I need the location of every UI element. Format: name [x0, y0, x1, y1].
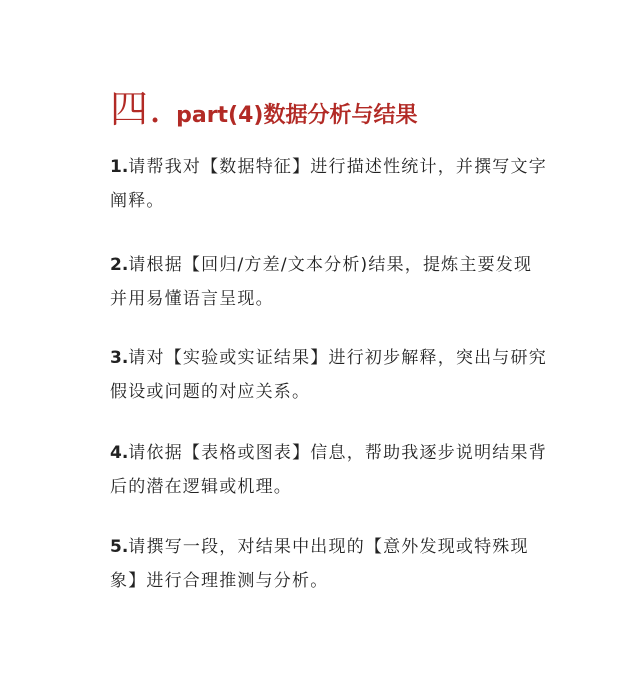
prompt-item-number: 4. — [110, 443, 129, 463]
prompt-item-text: 请撰写一段，对结果中出现的【意外发现或特殊现象】进行合理推测与分析。 — [110, 537, 529, 591]
prompt-item-text: 请依据【表格或图表】信息，帮助我逐步说明结果背后的潜在逻辑或机理。 — [110, 443, 547, 497]
prompt-item-text: 请对【实验或实证结果】进行初步解释，突出与研究假设或问题的对应关系。 — [110, 348, 547, 402]
prompt-item-2 — [110, 248, 550, 316]
prompt-item-number: 5. — [110, 537, 129, 557]
prompt-item-number: 1. — [110, 157, 129, 177]
prompt-item-text: 请根据【回归/方差/文本分析)结果，提炼主要发现并用易懂语言呈现。 — [110, 255, 533, 309]
section-heading — [110, 78, 417, 133]
prompt-item-1 — [110, 150, 550, 218]
section-title: part(4)数据分析与结果 — [176, 103, 418, 128]
prompt-item-number: 2. — [110, 255, 129, 275]
section-number: 四. — [110, 87, 163, 131]
prompt-item-number: 3. — [110, 348, 129, 368]
prompt-item-5 — [110, 530, 550, 598]
prompt-item-4 — [110, 436, 550, 504]
prompt-item-3 — [110, 341, 550, 409]
prompt-item-text: 请帮我对【数据特征】进行描述性统计，并撰写文字阐释。 — [110, 157, 547, 211]
